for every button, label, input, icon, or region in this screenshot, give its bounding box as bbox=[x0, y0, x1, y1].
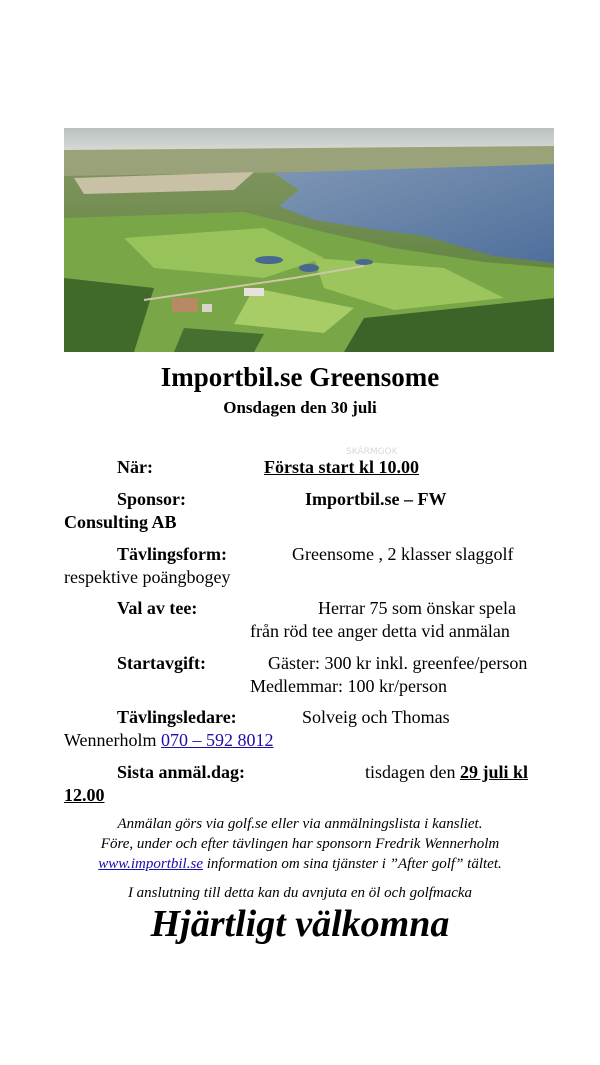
leader-value-cont bbox=[64, 729, 274, 751]
importbil-link[interactable]: www.importbil.se bbox=[98, 856, 203, 872]
deadline-value bbox=[365, 761, 528, 783]
deadline-day: tisdagen den bbox=[365, 762, 456, 782]
info-line-2: Före, under och efter tävlingen har sponsorn Fredrik Wennerholm bbox=[100, 836, 500, 852]
info-line-3-text: information om sina tjänster i ”After golf” tältet. bbox=[202, 856, 502, 872]
leader-surname: Wennerholm bbox=[64, 730, 157, 750]
welcome-heading: Hjärtligt välkomna bbox=[150, 903, 450, 945]
deadline-label: Sista anmäl.dag: bbox=[117, 762, 246, 782]
aerial-photo bbox=[64, 128, 554, 352]
sponsor-value: Importbil.se – FW bbox=[305, 489, 447, 509]
format-value: Greensome , 2 klasser slaggolf bbox=[292, 544, 514, 564]
info-line-1: Anmälan görs via golf.se eller via anmälningslista i kansliet. bbox=[117, 816, 483, 832]
event-date: Onsdagen den 30 juli bbox=[223, 398, 377, 417]
fee-members: Medlemmar: 100 kr/person bbox=[250, 676, 447, 696]
info-line-3 bbox=[0, 854, 600, 874]
sponsor-label: Sponsor: bbox=[117, 489, 187, 509]
when-label: När: bbox=[117, 457, 153, 477]
watermark: SKÄRMGOK bbox=[346, 447, 398, 457]
sponsor-value-cont: Consulting AB bbox=[64, 512, 177, 532]
when-value: Första start kl 10.00 bbox=[264, 457, 419, 477]
aerial-golf-course-icon bbox=[64, 128, 554, 352]
leader-label: Tävlingsledare: bbox=[117, 707, 237, 727]
fee-guests: Gäster: 300 kr inkl. greenfee/person bbox=[268, 653, 528, 673]
tee-label: Val av tee: bbox=[117, 598, 198, 618]
leader-value: Solveig och Thomas bbox=[302, 707, 450, 727]
deadline-date: 29 juli kl bbox=[459, 762, 529, 782]
fee-label: Startavgift: bbox=[117, 653, 206, 673]
leader-phone-link[interactable]: 070 – 592 8012 bbox=[161, 730, 274, 750]
event-title: Importbil.se Greensome bbox=[160, 362, 440, 392]
tee-value-cont: från röd tee anger detta vid anmälan bbox=[250, 621, 510, 641]
tee-value: Herrar 75 som önskar spela bbox=[318, 598, 516, 618]
info-line-4: I anslutning till detta kan du avnjuta en öl och golfmacka bbox=[127, 885, 473, 901]
format-label: Tävlingsform: bbox=[117, 544, 227, 564]
deadline-time: 12.00 bbox=[64, 785, 105, 805]
format-value-cont: respektive poängbogey bbox=[64, 567, 231, 587]
